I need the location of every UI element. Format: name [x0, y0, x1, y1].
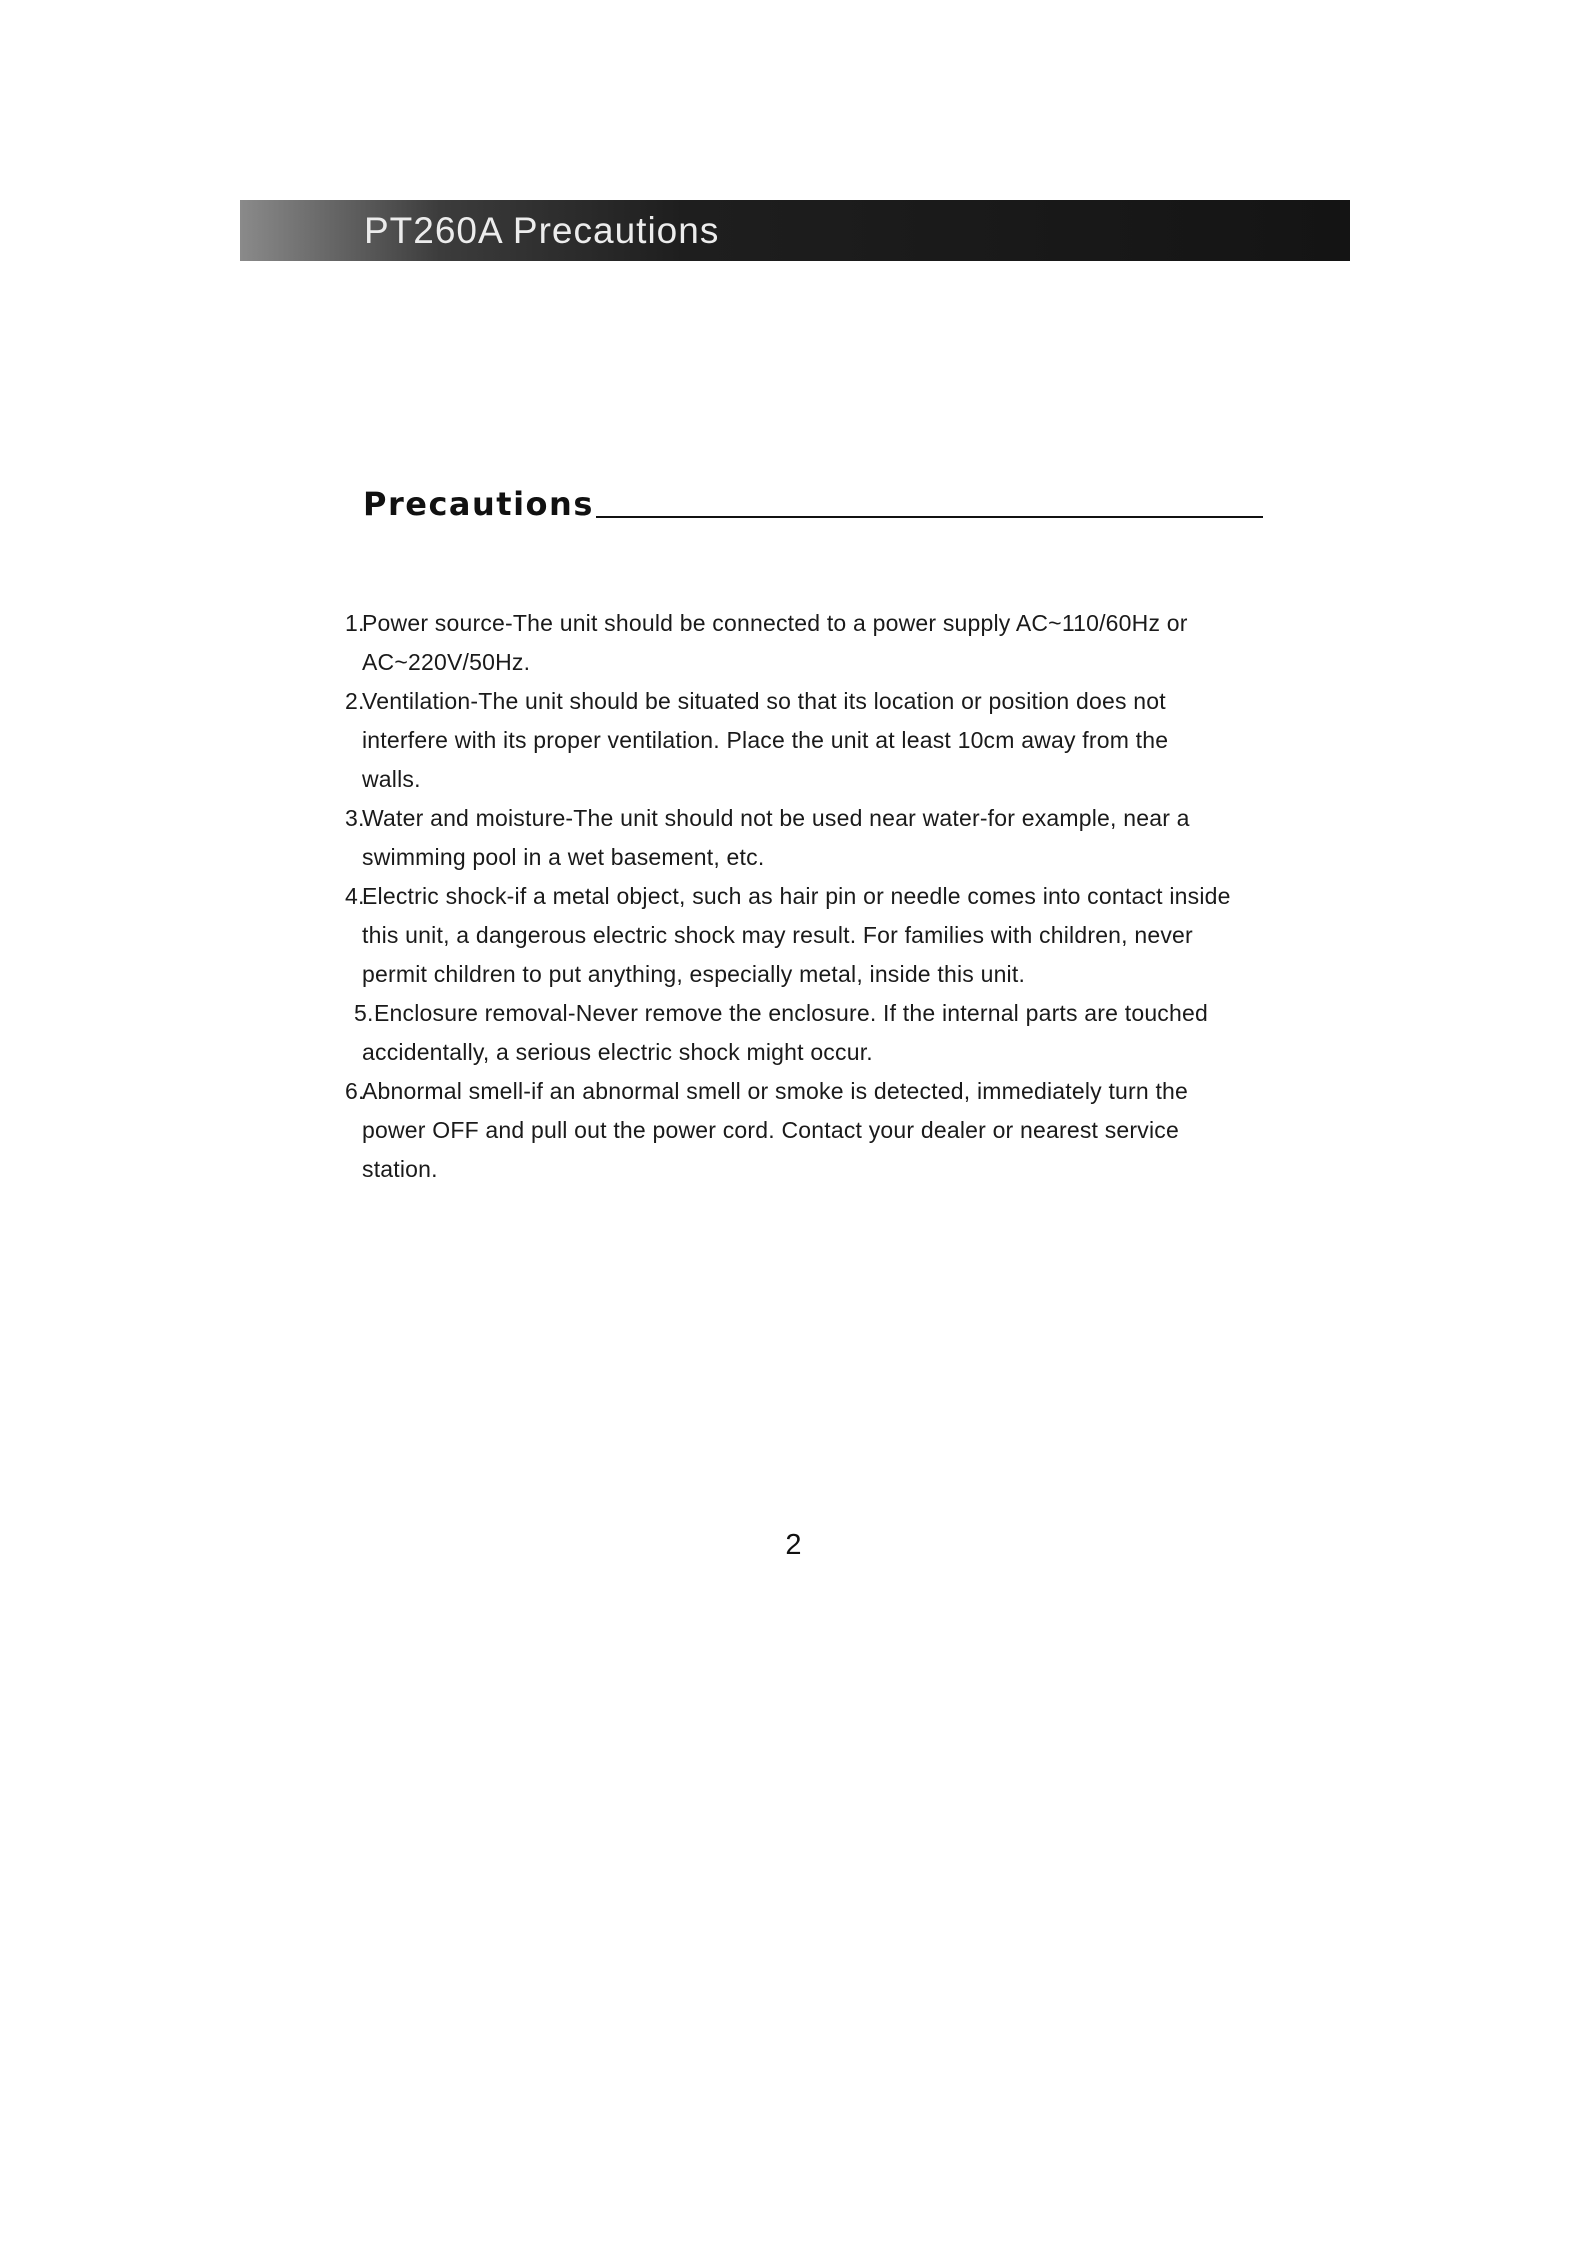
item-text-line: interfere with its proper ventilation. Place the unit at least 10cm away from the	[362, 727, 1169, 753]
item-number: 3.	[345, 805, 365, 831]
section-title: Precautions	[363, 485, 594, 523]
item-text-line: walls.	[362, 766, 421, 792]
item-text-line: this unit, a dangerous electric shock may result. For families with children, never	[362, 922, 1193, 948]
item-text-line: accidentally, a serious electric shock might occur.	[362, 1039, 873, 1065]
item-text-line: permit children to put anything, especially metal, inside this unit.	[362, 961, 1026, 987]
list-item	[340, 799, 1320, 877]
item-number: 2.	[345, 688, 365, 714]
item-number: 6.	[345, 1078, 365, 1104]
list-item	[340, 877, 1320, 994]
list-item	[340, 682, 1320, 799]
section-heading	[363, 476, 1263, 524]
item-text-line: swimming pool in a wet basement, etc.	[362, 844, 765, 870]
item-text-line: station.	[362, 1156, 438, 1182]
item-text-line: Water and moisture-The unit should not be used near water-for example, near a	[362, 805, 1190, 831]
precautions-list	[340, 604, 1320, 1189]
item-number: 4.	[345, 883, 365, 909]
item-number: 5.	[354, 1000, 374, 1026]
item-text-line: Ventilation-The unit should be situated so that its location or position does not	[362, 688, 1166, 714]
item-text-line: Electric shock-if a metal object, such as hair pin or needle comes into contact inside	[362, 883, 1231, 909]
item-text-line: Abnormal smell-if an abnormal smell or smoke is detected, immediately turn the	[362, 1078, 1189, 1104]
list-item	[340, 994, 1320, 1072]
list-item	[340, 1072, 1320, 1189]
item-text-line: AC~220V/50Hz.	[362, 649, 531, 675]
list-item	[340, 604, 1320, 682]
item-number: 1.	[345, 610, 365, 636]
header-bar	[240, 200, 1350, 261]
page-title: PT260A Precautions	[364, 210, 720, 251]
item-text-line: power OFF and pull out the power cord. Contact your dealer or nearest service	[362, 1117, 1179, 1143]
section-rule	[596, 516, 1263, 518]
page-number: 2	[785, 1529, 802, 1561]
item-text-line: Power source-The unit should be connected to a power supply AC~110/60Hz or	[362, 610, 1188, 636]
item-text-line: Enclosure removal-Never remove the enclosure. If the internal parts are touched	[374, 1000, 1208, 1026]
